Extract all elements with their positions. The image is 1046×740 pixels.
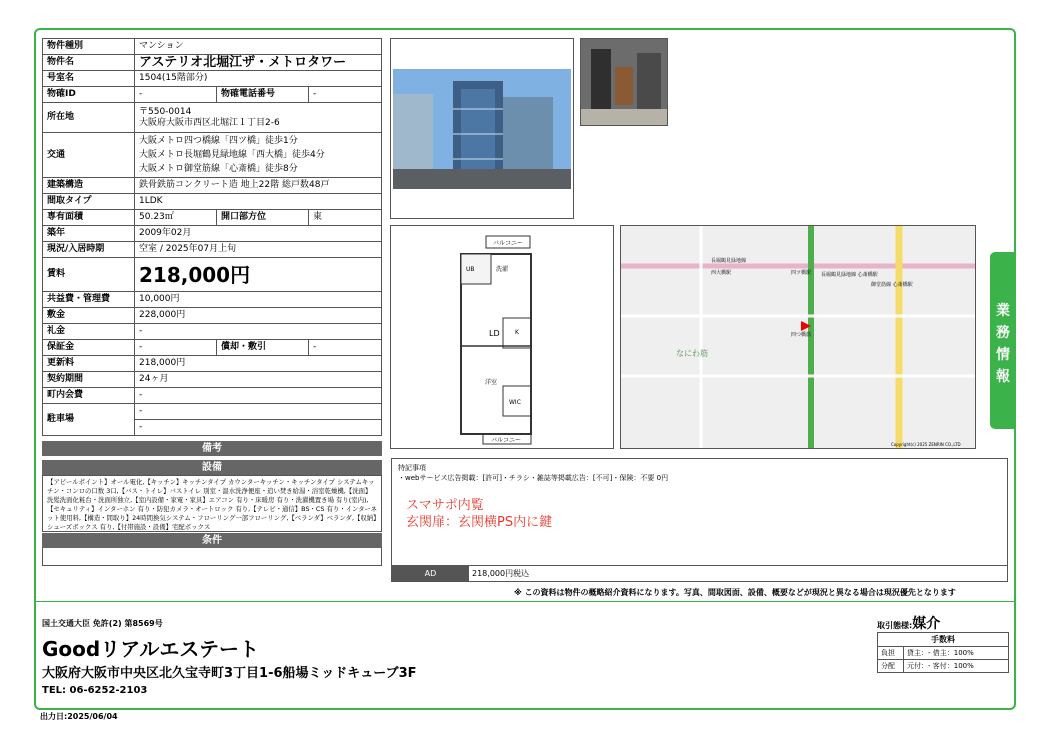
value-status: 空室 / 2025年07月上旬 <box>135 242 382 258</box>
access-line: 大阪メトロ長堀鶴見緑地線「西大橋」徒歩4分 <box>139 150 325 160</box>
value-address: 大阪府大阪市西区北堀江１丁目2-6 <box>139 117 280 128</box>
notes-red <box>406 497 1001 531</box>
value-name: アステリオ北堀江ザ・メトロタワー <box>135 55 382 71</box>
label-deposit: 敷金 <box>43 308 135 324</box>
fee-key: 分配 <box>878 660 904 673</box>
fee-value: 貸主：- 借主：100% <box>904 647 1009 660</box>
label-parking: 駐車場 <box>43 404 135 436</box>
label-built: 築年 <box>43 226 135 242</box>
company-address: 大阪府大阪市中央区北久宝寺町3丁目1-6船場ミッドキューブ3F <box>42 666 417 681</box>
label-guarantee: 保証金 <box>43 340 135 356</box>
value-type: マンション <box>135 39 382 55</box>
label-term: 契約期間 <box>43 372 135 388</box>
value-key-money: - <box>135 324 382 340</box>
label-fee: 共益費・管理費 <box>43 292 135 308</box>
entrance-photo <box>580 38 668 126</box>
building-photo <box>390 38 574 219</box>
label-access: 交通 <box>43 133 135 178</box>
label-layout: 間取タイプ <box>43 194 135 210</box>
value-structure: 鉄骨鉄筋コンクリート造 地上22階 総戸数48戸 <box>135 178 382 194</box>
value-amortization: - <box>309 340 382 356</box>
fee-value: 元付：- 客付：100% <box>904 660 1009 673</box>
label-name: 物件名 <box>43 55 135 71</box>
area-map <box>620 225 976 449</box>
label-direction: 開口部方位 <box>217 210 309 226</box>
company-name: Goodリアルエステート <box>42 637 260 661</box>
fee-table <box>877 632 1009 673</box>
map-label: 御堂筋線 心斎橋駅 <box>871 282 913 288</box>
notes-red-line: 玄関扉：玄関横PS内に鍵 <box>406 515 553 530</box>
label-structure: 建築構造 <box>43 178 135 194</box>
value-guarantee: - <box>135 340 217 356</box>
business-info-tab[interactable] <box>990 252 1016 429</box>
label-room: 号室名 <box>43 71 135 87</box>
value-parking: - <box>135 404 382 420</box>
label-area: 専有面積 <box>43 210 135 226</box>
value-renewal: 218,000円 <box>135 356 382 372</box>
plan-balcony: バルコニー <box>491 437 522 444</box>
transaction-type <box>877 613 940 633</box>
special-notes <box>391 458 1008 566</box>
value-area: 50.23㎡ <box>135 210 217 226</box>
plan-kitchen: K <box>515 329 519 336</box>
fee-key: 負担 <box>878 647 904 660</box>
label-amortization: 償却・敷引 <box>217 340 309 356</box>
plan-wic: WIC <box>509 399 521 406</box>
property-spec-table <box>42 38 382 436</box>
plan-balcony: バルコニー <box>493 240 524 247</box>
map-label: 長堀鶴見緑地線 心斎橋駅 <box>821 272 878 278</box>
remarks-bar: 備考 <box>42 441 382 456</box>
map-label: 四ツ橋駅 <box>791 270 812 276</box>
value-zip: 〒550-0014 <box>139 106 192 117</box>
label-rent: 賃料 <box>43 258 135 292</box>
label-tel: 物確電話番号 <box>217 87 309 103</box>
label-renewal: 更新料 <box>43 356 135 372</box>
label-id: 物確ID <box>43 87 135 103</box>
value-direction: 東 <box>309 210 382 226</box>
value-parking: - <box>135 420 382 436</box>
label-type: 物件種別 <box>43 39 135 55</box>
access-line: 大阪メトロ四つ橋線「四ツ橋」徒歩1分 <box>139 136 298 146</box>
value-town-fee: - <box>135 388 382 404</box>
value-id: - <box>135 87 217 103</box>
business-info-tab-label: 業務情報 <box>996 303 1010 385</box>
access-line: 大阪メトロ御堂筋線「心斎橋」徒歩8分 <box>139 164 298 174</box>
notes-red-line: スマサポ内覧 <box>406 498 484 513</box>
footnote: ※ この資料は物件の概略紹介資料になります。写真、間取図面、設備、概要などが現況と異なる場合は現況優先となります <box>514 588 956 597</box>
value-term: 24ヶ月 <box>135 372 382 388</box>
equipment-bar: 設備 <box>42 460 382 475</box>
notes-line: ・webサービス広告掲載：[許可]・チラシ・雑誌等掲載広告：[不可]・保険：不要 0円 <box>398 474 669 482</box>
value-tel: - <box>309 87 382 103</box>
label-status: 現況/入居時期 <box>43 242 135 258</box>
value-deposit: 228,000円 <box>135 308 382 324</box>
divider <box>36 601 1014 602</box>
equipment-text: 【アピールポイント】オール電化,【キッチン】キッチンタイプ カウンターキッチン・キッチンタイプ システムキッチン・コンロの口数 3口,【バス・トイレ】バストイレ 別室・温水洗浄便座・追い焚き給湯・浴室乾燥機,【洗面】洗髪洗面化粧台・洗面所独立,【室内設備・家電・家具】エアコン 有り・床暖房 有り・洗濯機置き場 有り(室内),【セキュリティ】インターホン 有り・防犯カメラ・オートロック 有り,【テレビ・通信】BS・CS 有り・インターネット使用料,【構造・間取り】24時間換気システム・フローリング一部フローリング,【ベランダ】ベランダ,【収納】シューズボックス 有り,【付帯施設・設備】宅配ボックス <box>42 475 382 532</box>
plan-ub: UB <box>466 266 475 273</box>
plan-ld: LD <box>489 329 500 338</box>
map-copyright: Copyright(c) 2025 ZENRIN CO.,LTD <box>891 442 961 447</box>
label-key-money: 礼金 <box>43 324 135 340</box>
ad-value: 218,000円税込 <box>472 569 530 578</box>
value-fee: 10,000円 <box>135 292 382 308</box>
label-town-fee: 町内会費 <box>43 388 135 404</box>
transaction-type-label: 取引態様: <box>877 621 913 630</box>
map-label: 長堀鶴見緑地線 <box>711 258 747 264</box>
notes-title: 特記事項 <box>398 464 426 472</box>
plan-room: 洋室 <box>485 379 498 386</box>
label-address: 所在地 <box>43 103 135 133</box>
license: 国土交通大臣 免許(2) 第8569号 <box>42 619 163 628</box>
company-tel: TEL: 06-6252-2103 <box>42 685 148 696</box>
value-layout: 1LDK <box>135 194 382 210</box>
map-label: なにわ筋 <box>676 349 708 358</box>
transaction-type-value: 媒介 <box>912 616 941 632</box>
map-label: 四つ橋筋 <box>791 332 812 338</box>
conditions-bar: 条件 <box>42 533 382 548</box>
plan-washroom: 洗濯 <box>496 266 509 273</box>
value-rent: 218,000円 <box>135 258 382 292</box>
value-built: 2009年02月 <box>135 226 382 242</box>
fee-title: 手数料 <box>878 633 1009 647</box>
map-label: 西大橋駅 <box>711 270 732 276</box>
value-room: 1504(15階部分) <box>135 71 382 87</box>
floor-plan <box>390 225 614 449</box>
output-date: 出力日:2025/06/04 <box>40 712 118 721</box>
ad-row <box>391 566 1008 582</box>
ad-label: AD <box>392 566 469 581</box>
conditions-box <box>42 548 382 566</box>
